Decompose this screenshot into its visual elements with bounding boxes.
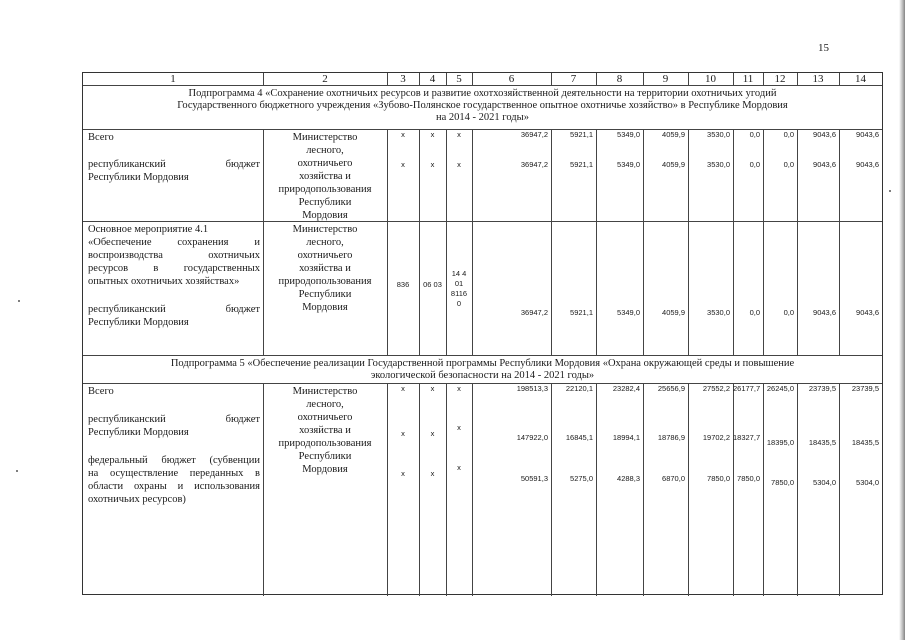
- scan-speck: [16, 470, 18, 472]
- cell-value: 27552,2: [702, 384, 730, 393]
- cell-value: 0,0: [749, 160, 760, 169]
- column-header: 1: [170, 73, 176, 85]
- cell-value: x: [430, 384, 435, 393]
- cell-value: 5349,0: [617, 308, 640, 317]
- cell-value: 9043,6: [856, 308, 879, 317]
- cell-value: x: [430, 160, 435, 169]
- row-label-federal: федеральный бюджет (субвенции на осуществление переданных в области охраны и использования охотничьих ресурсов): [88, 455, 260, 505]
- column-header: 7: [570, 73, 577, 85]
- cell-value: 18327,7: [733, 433, 761, 442]
- cell-value: 4288,3: [617, 474, 640, 483]
- cell-value: 4059,9: [662, 308, 685, 317]
- cell-value: 18395,0: [766, 438, 794, 447]
- cell-value: 4059,9: [662, 160, 685, 169]
- scan-edge-shadow: [899, 0, 905, 640]
- col-line: [551, 73, 552, 596]
- col-line: [839, 73, 840, 596]
- column-header: 12: [774, 73, 786, 85]
- subprogram4-title: Подпрограмма 4 «Сохранение охотничьих ресурсов и развитие охотхозяйственной деятельности на территории охотничьих угодий Государственного бюджетного учреждения «Зубово-Полянское государственное опытное охотничье хозяйство» в Республике Мордовия на 2014 - 2021 годы»: [177, 88, 788, 123]
- page-number: 15: [818, 42, 829, 54]
- cell-value: x: [401, 469, 405, 478]
- col-line: [263, 73, 264, 596]
- cell-value: x: [457, 130, 461, 139]
- cell-value: x: [457, 463, 461, 472]
- col-line: [419, 73, 420, 596]
- grbs-code: 836: [396, 280, 410, 289]
- cell-value: 9043,6: [856, 160, 879, 169]
- col-line: [688, 73, 689, 596]
- row-label-total: Всего: [88, 386, 114, 397]
- cell-value: 7850,0: [737, 474, 760, 483]
- responsible-ministry: Министерство лесного, охотничьего хозяйства и природопользования Республики Мордовия: [278, 224, 372, 313]
- cell-value: 0,0: [749, 308, 760, 317]
- column-header: 3: [400, 73, 406, 85]
- cell-value: 26177,7: [733, 384, 761, 393]
- cell-value: x: [401, 429, 405, 438]
- row-line: [83, 129, 882, 130]
- cell-value: 36947,2: [520, 130, 548, 139]
- cell-value: 7850,0: [771, 478, 794, 487]
- cell-value: 7850,0: [707, 474, 730, 483]
- cell-value: 5921,1: [570, 160, 593, 169]
- cell-value: 9043,6: [856, 130, 879, 139]
- cell-value: 18786,9: [657, 433, 685, 442]
- cell-value: 0,0: [749, 130, 760, 139]
- column-header: 13: [812, 73, 824, 85]
- cell-value: 9043,6: [813, 308, 836, 317]
- col-line: [797, 73, 798, 596]
- cell-value: 5304,0: [813, 478, 836, 487]
- cell-value: 16845,1: [565, 433, 593, 442]
- cell-value: 3530,0: [707, 308, 730, 317]
- cell-value: 18435,5: [851, 438, 879, 447]
- column-header: 14: [855, 73, 866, 85]
- cell-value: 36947,2: [520, 160, 548, 169]
- cell-value: x: [457, 160, 461, 169]
- cell-value: 0,0: [783, 160, 794, 169]
- col-line: [733, 73, 734, 596]
- subprogram5-title: Подпрограмма 5 «Обеспечение реализации Государственной программы Республики Мордовия «Охрана окружающей среды и повышение экологической безопасности на 2014 - 2021 годы»: [170, 358, 795, 381]
- measure-4-1-budget-label: республиканский бюджет Республики Мордовия: [88, 304, 260, 328]
- cell-value: x: [401, 384, 405, 393]
- col-line: [446, 73, 447, 596]
- row-label-budget: республиканский бюджет Республики Мордовия: [88, 414, 260, 438]
- cell-value: 25656,9: [657, 384, 685, 393]
- scan-speck: [18, 300, 20, 302]
- row-line: [83, 85, 882, 86]
- col-line: [643, 73, 644, 596]
- cell-value: x: [430, 429, 435, 438]
- cell-value: 23282,4: [612, 384, 640, 393]
- cell-value: 23739,5: [808, 384, 836, 393]
- cell-value: 3530,0: [707, 160, 730, 169]
- cell-value: 5349,0: [617, 160, 640, 169]
- cell-value: x: [457, 384, 461, 393]
- row-line: [83, 383, 882, 384]
- cell-value: 50591,3: [520, 474, 548, 483]
- row-label-total: Всего: [88, 132, 114, 143]
- cell-value: 23739,5: [851, 384, 879, 393]
- cell-value: x: [401, 130, 405, 139]
- cell-value: x: [430, 469, 435, 478]
- responsible-ministry: Министерство лесного, охотничьего хозяйства и природопользования Республики Мордовия: [278, 386, 372, 475]
- column-header: 9: [662, 73, 669, 85]
- cell-value: 0,0: [783, 308, 794, 317]
- responsible-ministry: Министерство лесного, охотничьего хозяйства и природопользования Республики Мордовия: [278, 132, 372, 221]
- cell-value: x: [457, 423, 461, 432]
- cell-value: 26245,0: [766, 384, 794, 393]
- column-header: 2: [322, 73, 328, 85]
- cell-value: 36947,2: [520, 308, 548, 317]
- cell-value: 147922,0: [516, 433, 548, 442]
- col-line: [596, 73, 597, 596]
- column-header: 5: [456, 73, 462, 85]
- column-header: 10: [705, 73, 716, 85]
- col-line: [763, 73, 764, 596]
- cell-value: 18435,5: [808, 438, 836, 447]
- rzpr-code: 06 03: [423, 280, 442, 289]
- cell-value: 198513,3: [516, 384, 548, 393]
- scan-speck: [889, 190, 891, 192]
- row-line: [83, 221, 882, 222]
- cell-value: 5921,1: [570, 130, 593, 139]
- measure-4-1-label: Основное мероприятие 4.1 «Обеспечение сохранения и воспроизводства охотничьих ресурсов в государственных опытных охотничьих хозяйствах»: [88, 224, 260, 287]
- cell-value: x: [401, 160, 405, 169]
- row-line: [83, 355, 882, 356]
- cell-value: 9043,6: [813, 130, 836, 139]
- column-header: 8: [616, 73, 623, 85]
- cell-value: 5921,1: [570, 308, 593, 317]
- cell-value: x: [430, 130, 435, 139]
- cell-value: 3530,0: [707, 130, 730, 139]
- cell-value: 4059,9: [662, 130, 685, 139]
- col-line: [472, 73, 473, 596]
- cell-value: 5304,0: [856, 478, 879, 487]
- csr-code: 14 4 01 8116 0: [450, 269, 468, 308]
- col-line: [387, 73, 388, 596]
- budget-table: [82, 72, 883, 595]
- cell-value: 9043,6: [813, 160, 836, 169]
- cell-value: 5275,0: [570, 474, 593, 483]
- column-header: 4: [429, 73, 436, 85]
- row-label-budget: республиканский бюджет Республики Мордовия: [88, 159, 260, 183]
- cell-value: 6870,0: [662, 474, 685, 483]
- cell-value: 18994,1: [612, 433, 640, 442]
- cell-value: 0,0: [783, 130, 794, 139]
- column-header: 11: [742, 73, 754, 85]
- cell-value: 5349,0: [617, 130, 640, 139]
- cell-value: 22120,1: [565, 384, 593, 393]
- column-header: 6: [508, 73, 515, 85]
- cell-value: 19702,2: [702, 433, 730, 442]
